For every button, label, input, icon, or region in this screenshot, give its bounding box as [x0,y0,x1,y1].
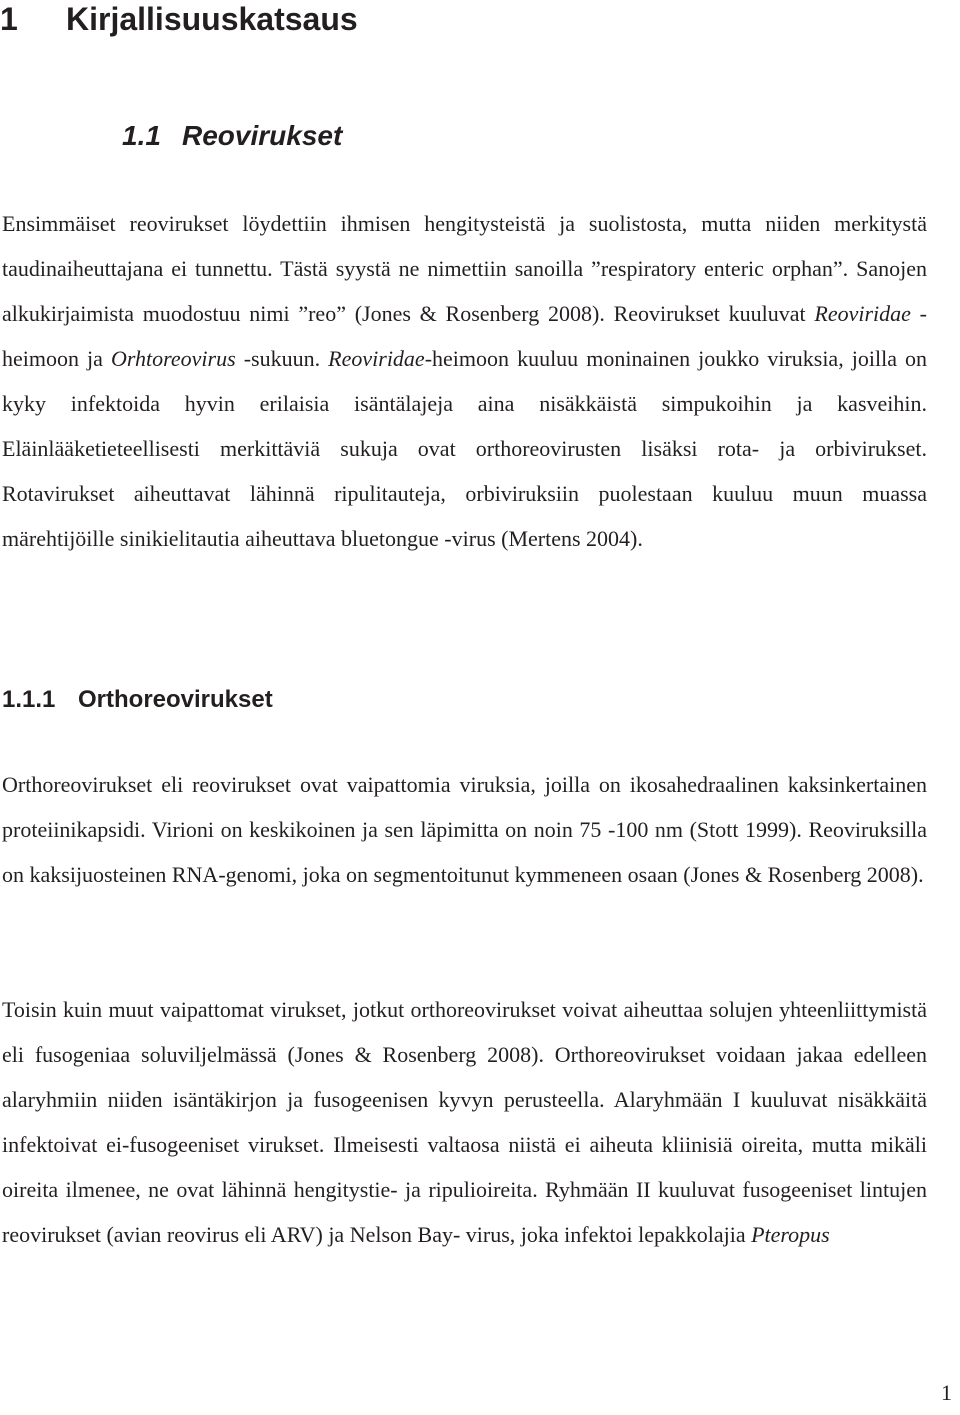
chapter-title: Kirjallisuuskatsaus [66,1,358,37]
chapter-number: 1 [0,1,18,37]
chapter-heading [0,0,358,38]
page-number: 1 [941,1380,952,1405]
subsection-number: 1.1.1 [2,686,56,713]
paragraph-fusogenia [2,987,927,1257]
subsection-heading [2,684,273,716]
subsection-title: Orthoreovirukset [78,686,273,713]
text-run: -heimoon ja [2,301,927,371]
section-number: 1.1 [122,120,161,151]
text-run: -sukuun. [235,346,329,371]
text-run: Ensimmäiset reovirukset löydettiin ihmisen hengitysteistä ja suolistosta, mutta niiden merkitystä taudinaiheuttajana ei tunnettu. Tästä syystä ne nimettiin sanoilla ”respiratory enteric orphan”. Sanojen alkukirjaimista muodostuu nimi ”reo” (Jones & Rosenberg 2008). Reovirukset kuuluvat [2,211,927,326]
section-heading [122,118,342,154]
italic-term: Reoviridae [814,301,911,326]
italic-term: Pteropus [751,1222,830,1247]
italic-term: Orhtoreovirus [110,346,236,371]
italic-term: Reoviridae [328,346,425,371]
paragraph-reovirukset [2,201,927,561]
text-run: -heimoon kuuluu moninainen joukko viruksia, joilla on kyky infektoida hyvin erilaisia isäntälajeja aina nisäkkäistä simpukoihin ja kasveihin. Eläinlääketieteellisesti merkittäviä sukuja ovat orthoreovirusten lisäksi rota- ja orbivirukset. Rotavirukset aiheuttavat lähinnä ripulitauteja, orbiviruksiin puolestaan kuuluu muun muassa märehtijöille sinikielitautia aiheuttava bluetongue -virus (Mertens 2004). [2,346,928,551]
text-run: Toisin kuin muut vaipattomat virukset, jotkut orthoreovirukset voivat aiheuttaa solujen yhteenliittymistä eli fusogeniaa soluviljelmässä (Jones & Rosenberg 2008). Orthoreovirukset voidaan jakaa edelleen alaryhmiin niiden isäntäkirjon ja fusogeenisen kyvyn perusteella. Alaryhmään I kuuluvat nisäkkäitä infektoivat ei-fusogeeniset virukset. Ilmeisesti valtaosa niistä ei aiheuta kliinisiä oireita, mutta mikäli oireita ilmenee, ne ovat lähinnä hengitystie- ja ripulioireita. Ryhmään II kuuluvat fusogeeniset lintujen reovirukset (avian reovirus eli ARV) ja Nelson Bay- virus, joka infektoi lepakkolajia [2,997,927,1247]
section-title: Reovirukset [182,120,343,151]
paragraph-orthoreovirukset: Orthoreovirukset eli reovirukset ovat vaipattomia viruksia, joilla on ikosahedraalinen kaksinkertainen proteiinikapsidi. Virioni on keskikoinen ja sen läpimitta on noin 75 -100 nm (Stott 1999). Reoviruksilla on kaksijuosteinen RNA-genomi, joka on segmentoitunut kymmeneen osaan (Jones & Rosenberg 2008). [2,772,927,887]
